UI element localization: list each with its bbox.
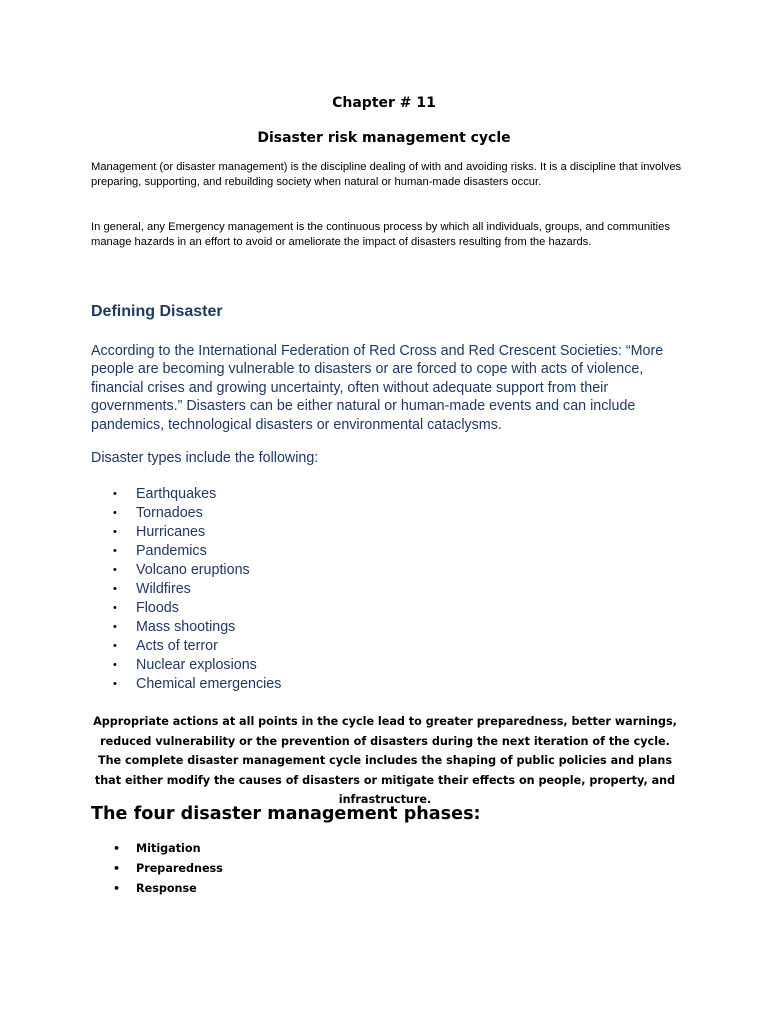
bullet-icon: • — [113, 882, 121, 895]
chapter-title: Chapter # 11 — [332, 95, 436, 111]
bullet-icon: • — [113, 659, 117, 671]
bullet-icon: • — [113, 621, 117, 633]
bullet-icon: • — [113, 602, 117, 614]
list-item: • Earthquakes — [113, 486, 217, 502]
bullet-icon: • — [113, 678, 117, 690]
list-item: • Pandemics — [113, 543, 207, 559]
list-item: • Preparedness — [91, 859, 491, 879]
phases-heading: The four disaster management phases: — [91, 804, 481, 824]
ifrc-quote-paragraph: According to the International Federation of Red Cross and Red Crescent Societies: “More people are becoming vulnerable to disasters or are forced to cope with acts of violence, financial crises and growing uncertainty, often without adequate support from their governments.” Disasters can be either natural or human-made events and can include pandemics, technological disasters or environmental cataclysms. — [91, 343, 664, 433]
bullet-icon: • — [113, 862, 121, 875]
list-item: • Acts of terror — [113, 638, 218, 654]
list-item: • Mass shootings — [113, 619, 236, 635]
list-item: • Mitigation — [91, 839, 491, 859]
bullet-icon: • — [113, 583, 117, 595]
list-item: • Wildfires — [113, 581, 191, 597]
list-item: • Hurricanes — [113, 524, 206, 540]
disaster-types-intro: Disaster types include the following: — [91, 450, 319, 466]
bullet-icon: • — [113, 488, 117, 500]
list-item: • Chemical emergencies — [113, 676, 282, 692]
bullet-icon: • — [113, 640, 117, 652]
bullet-icon: • — [113, 545, 117, 557]
list-item: • Tornadoes — [113, 505, 203, 521]
page-subtitle: Disaster risk management cycle — [257, 130, 511, 146]
intro-paragraph-2: In general, any Emergency management is the continuous process by which all individuals, groups, and communities manage hazards in an effort to avoid or ameliorate the impact of disasters resulting from the hazards. — [91, 221, 670, 248]
bullet-icon: • — [113, 507, 117, 519]
list-item: • Response — [91, 879, 491, 899]
disaster-types-list — [91, 485, 491, 694]
cycle-note-paragraph: Appropriate actions at all points in the cycle lead to greater preparedness, better warnings, reduced vulnerability or the prevention of disasters during the next iteration of the cycle. The complete disaster management cycle includes the shaping of public policies and plans that either modify the causes of disasters or mitigate their effects on people, property, and infrastructure. — [93, 715, 677, 806]
list-item: • Floods — [113, 600, 179, 616]
intro-paragraph-1: Management (or disaster management) is the discipline dealing of with and avoiding risks. It is a discipline that involves preparing, supporting, and rebuilding society when natural or human-made disasters occur. — [91, 161, 682, 188]
bullet-icon: • — [113, 842, 121, 855]
bullet-icon: • — [113, 564, 117, 576]
list-item: • Nuclear explosions — [113, 657, 257, 673]
phases-list — [91, 839, 491, 899]
bullet-icon: • — [113, 526, 117, 538]
section-heading-defining-disaster: Defining Disaster — [91, 303, 223, 320]
list-item: • Volcano eruptions — [113, 562, 250, 578]
